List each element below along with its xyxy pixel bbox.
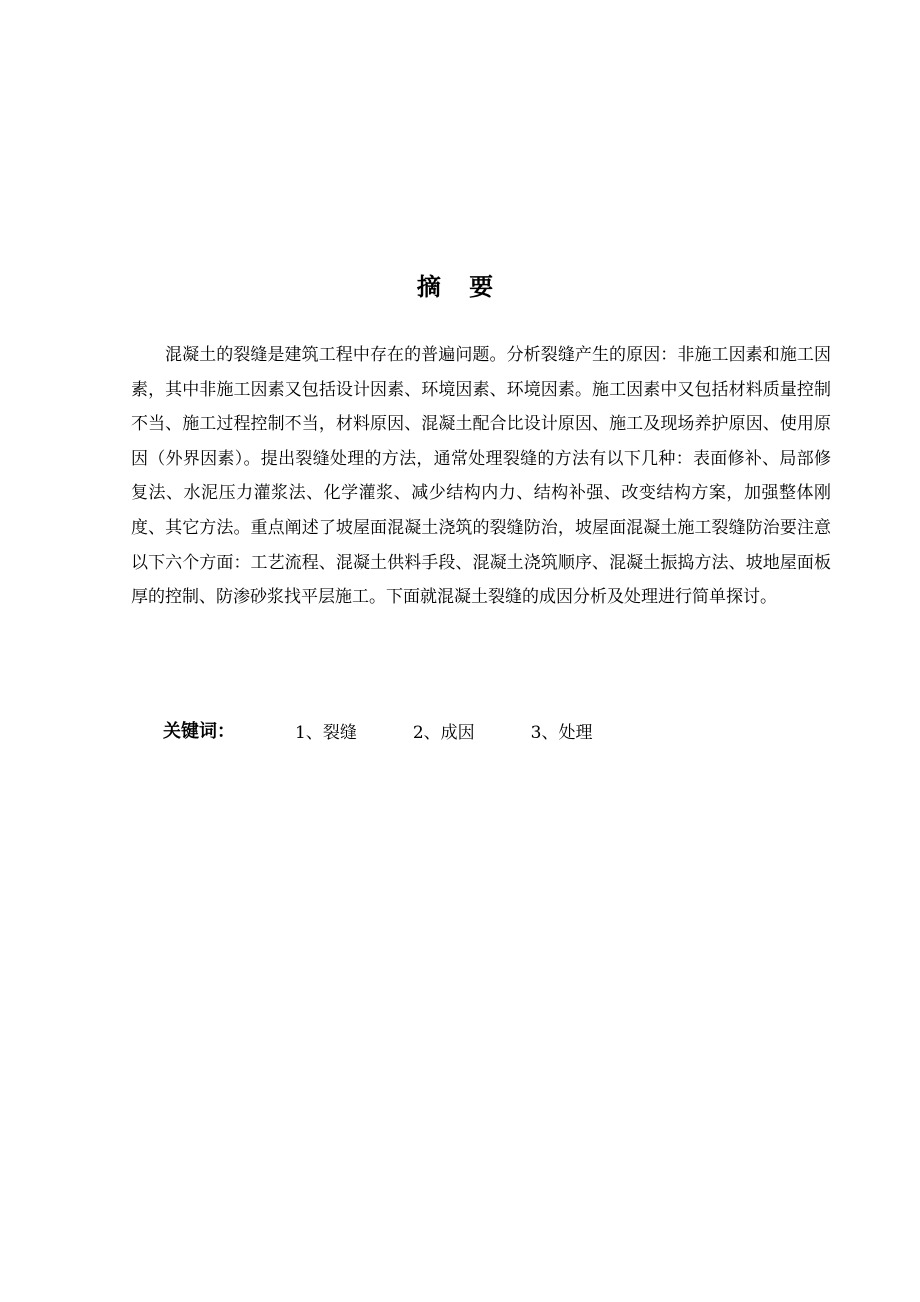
keyword-item: 2、成因 (412, 722, 475, 743)
keyword-item: 1、裂缝 (295, 722, 357, 743)
abstract-title: 摘 要 (416, 273, 504, 301)
keywords-label: 关键词： (163, 721, 235, 742)
keyword-item: 3、处理 (530, 722, 593, 743)
keywords-row (163, 713, 648, 747)
abstract-body: 混凝土的裂缝是建筑工程中存在的普遍问题。分析裂缝产生的原因：非施工因素和施工因素，其中非施工因素又包括设计因素、环境因素、环境因素。施工因素中又包括材料质量控制不当、施工过程控制不当，材料原因、混凝土配合比设计原因、施工及现场养护原因、使用原因（外界因素）。提出裂缝处理的方法，通常处理裂缝的方法有以下几种：表面修补、局部修复法、水泥压力灌浆法、化学灌浆、减少结构内力、结构补强、改变结构方案，加强整体刚度、其它方法。重点阐述了坡屋面混凝土浇筑的裂缝防治，坡屋面混凝土施工裂缝防治要注意以下六个方面：工艺流程、混凝土供料手段、混凝土浇筑顺序、混凝土振捣方法、坡地屋面板厚的控制、防渗砂浆找平层施工。下面就混凝土裂缝的成因分析及处理进行简单探讨。 (131, 345, 831, 608)
